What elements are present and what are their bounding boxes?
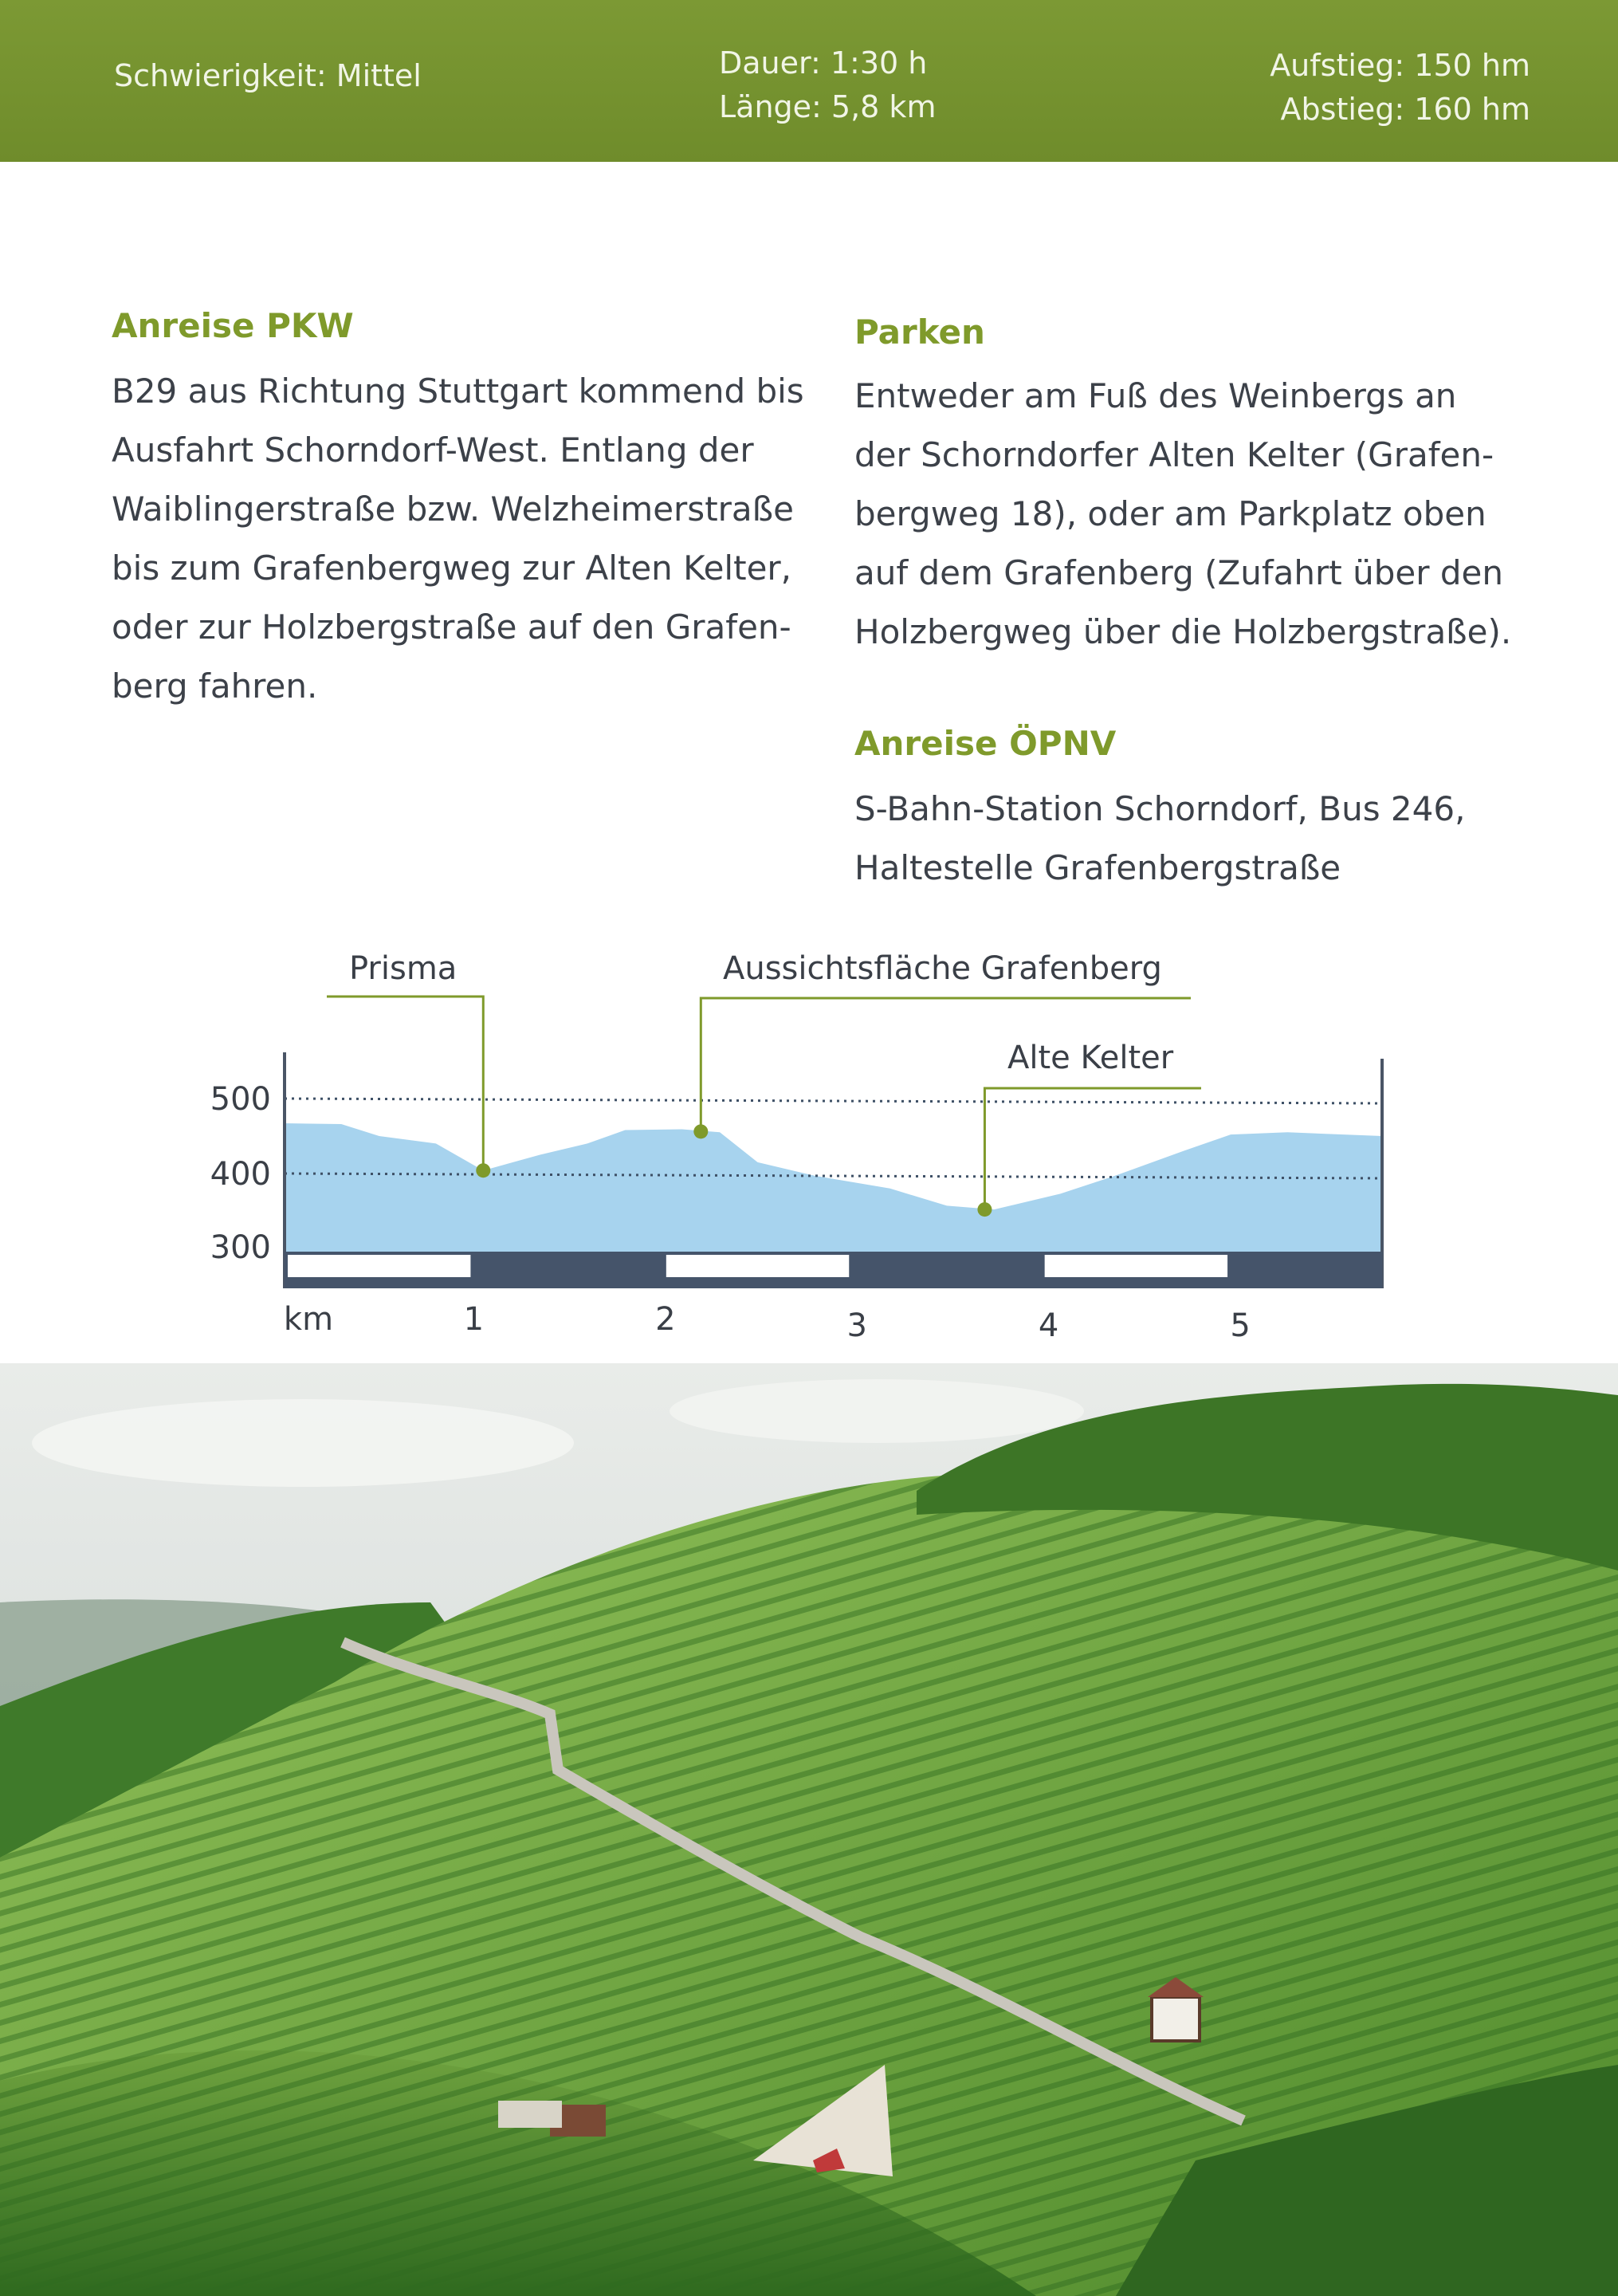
scale-bar-segment bbox=[288, 1255, 470, 1277]
shed-roof bbox=[498, 2101, 562, 2128]
vineyard-hut bbox=[1152, 1997, 1200, 2041]
transit-line: Haltestelle Grafenbergstraße bbox=[854, 848, 1341, 887]
car-line: Waiblingerstraße bzw. Welzheimerstraße bbox=[112, 489, 794, 529]
parking-section-title: Parken bbox=[854, 313, 985, 352]
car-line: bis zum Grafenbergweg zur Alten Kelter, bbox=[112, 548, 792, 588]
length-label: Länge: 5,8 km bbox=[719, 89, 937, 124]
annotation-marker bbox=[693, 1124, 708, 1138]
cloud bbox=[32, 1399, 574, 1487]
x-tick-label: 5 bbox=[1230, 1307, 1251, 1344]
y-tick-label: 500 bbox=[210, 1081, 271, 1118]
annotation-marker bbox=[476, 1163, 490, 1177]
transit-section-body bbox=[854, 780, 1465, 898]
gridline-500 bbox=[285, 1099, 1382, 1103]
x-axis-unit-label: km bbox=[283, 1301, 334, 1338]
info-header-bar bbox=[0, 0, 1618, 162]
annotation-label: Prisma bbox=[349, 950, 458, 987]
x-tick-labels bbox=[284, 1301, 1251, 1344]
scale-bar-segment bbox=[1045, 1255, 1227, 1277]
x-tick-label: 4 bbox=[1038, 1307, 1059, 1344]
duration-length-block bbox=[719, 41, 936, 129]
car-line: oder zur Holzbergstraße auf den Grafen- bbox=[112, 607, 791, 647]
parking-line: Entweder am Fuß des Weinbergs an bbox=[854, 376, 1457, 415]
parking-line: der Schorndorfer Alten Kelter (Grafen- bbox=[854, 435, 1494, 474]
x-tick-label: 1 bbox=[463, 1301, 485, 1338]
car-line: berg fahren. bbox=[112, 666, 318, 706]
elevation-area bbox=[285, 1123, 1382, 1252]
duration-label: Dauer: 1:30 h bbox=[719, 45, 928, 81]
x-tick-label: 3 bbox=[846, 1307, 867, 1344]
annotation-label: Aussichtsfläche Grafenberg bbox=[723, 950, 1162, 987]
elevation-profile-chart bbox=[0, 917, 1618, 1347]
descent-label: Abstieg: 160 hm bbox=[1280, 92, 1530, 127]
car-section-title: Anreise PKW bbox=[112, 306, 354, 345]
car-section-body bbox=[112, 362, 804, 716]
y-tick-label: 400 bbox=[210, 1156, 271, 1193]
transit-line: S-Bahn-Station Schorndorf, Bus 246, bbox=[854, 789, 1466, 828]
ascent-label: Aufstieg: 150 hm bbox=[1270, 48, 1530, 83]
km-scale-bar bbox=[285, 1252, 1382, 1288]
vineyard-photo bbox=[0, 1363, 1618, 2296]
y-tick-label: 300 bbox=[210, 1229, 271, 1266]
cloud bbox=[670, 1379, 1084, 1443]
parking-line: bergweg 18), oder am Parkplatz oben bbox=[854, 494, 1486, 533]
annotation-marker bbox=[977, 1202, 992, 1217]
parking-line: auf dem Grafenberg (Zufahrt über den bbox=[854, 553, 1503, 592]
x-tick-label: 2 bbox=[655, 1301, 676, 1338]
car-line: Ausfahrt Schorndorf-West. Entlang der bbox=[112, 431, 754, 470]
scale-bar-segment bbox=[666, 1255, 849, 1277]
parking-section-body bbox=[854, 367, 1511, 662]
annotation-label: Alte Kelter bbox=[1007, 1040, 1174, 1076]
parking-line: Holzbergweg über die Holzbergstraße). bbox=[854, 612, 1512, 651]
car-line: B29 aus Richtung Stuttgart kommend bis bbox=[112, 372, 804, 411]
y-tick-labels bbox=[210, 1081, 271, 1266]
difficulty-label: Schwierigkeit: Mittel bbox=[114, 58, 422, 93]
ascent-descent-block bbox=[1270, 44, 1530, 132]
transit-section-title: Anreise ÖPNV bbox=[854, 724, 1117, 763]
